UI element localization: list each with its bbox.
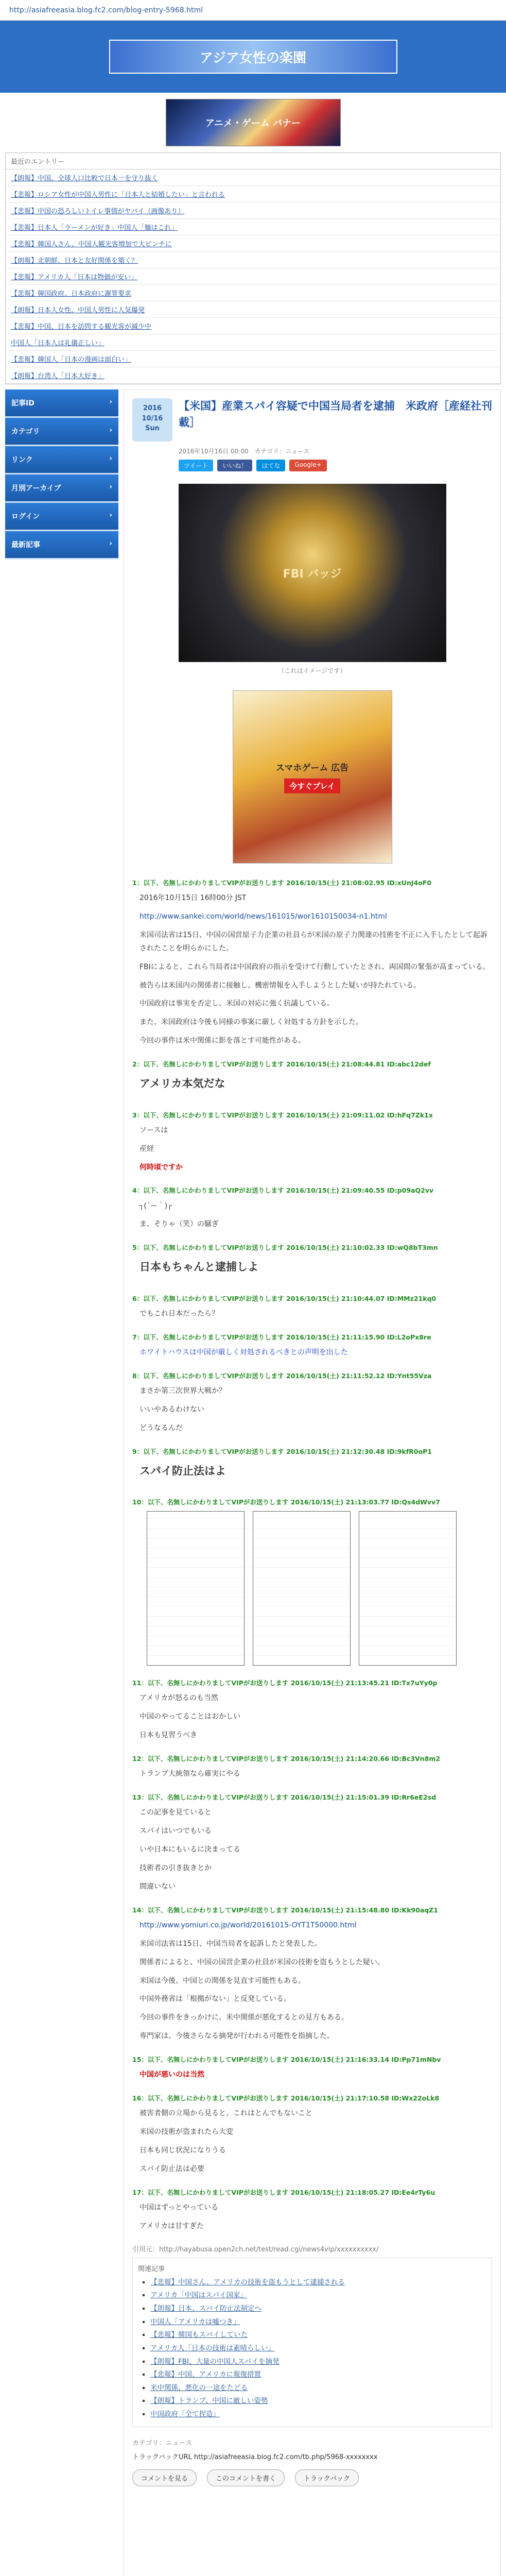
post-line: いや日本にもいるに決まってる [139, 1845, 240, 1854]
post-header-text: 3：以下、名無しにかわりましてVIPがお送りします 2016/10/15(土) 21:09:11.02 ID:hFq7Zk1x [132, 1111, 433, 1119]
top-recent-item [6, 170, 500, 186]
post-line: アメリカは甘すぎた [139, 2222, 204, 2230]
chevron-right-icon: › [109, 483, 112, 491]
post-line: 被告らは米国内の関係者に接触し、機密情報を入手しようとした疑いが持たれている。 [139, 981, 421, 990]
thread-post [132, 1677, 492, 1742]
top-recent-item [6, 334, 500, 351]
post-line: スパイ防止法は必要 [139, 2164, 204, 2173]
post-header-text: 17：以下、名無しにかわりましてVIPがお送りします 2016/10/15(土) 21:18:05.27 ID:Ee4rTy6u [132, 2188, 435, 2196]
related-item [150, 2395, 486, 2408]
thread-post [132, 2092, 492, 2176]
top-recent-item [6, 186, 500, 202]
post-line: 被害者側の立場から見ると、これはとんでもないこと [139, 2109, 312, 2118]
top-recent-link[interactable]: 【朗報】台湾人「日本大好き」 [11, 372, 105, 380]
post-line: 今回の事件は米中関係に影を落とす可能性がある。 [139, 1037, 305, 1045]
post-body [139, 2201, 492, 2233]
url-text: http://asiafreeasia.blog.fc2.com/blog-entry-5968.html [9, 6, 203, 14]
comment-button[interactable]: このコメントを書く [207, 2469, 285, 2486]
top-recent-link[interactable]: 【朗報】北朝鮮、日本と友好関係を築く？ [11, 257, 138, 265]
comment-buttons [132, 2469, 492, 2486]
top-recent-link[interactable]: 【悲報】韓国政府、日本政府に謝罪要求 [11, 290, 132, 298]
manga-panel [359, 1511, 457, 1666]
chevron-right-icon: › [109, 511, 112, 519]
social-button[interactable]: ツイート [179, 460, 213, 471]
post-header [132, 1058, 492, 1070]
post-body [139, 1919, 492, 2043]
article-title-row [132, 398, 492, 442]
sidebar-item-label: 最新記事 [11, 541, 40, 549]
post-header [132, 2092, 492, 2104]
thread-post [132, 1370, 492, 1435]
post-line: 中国外務省は「根拠がない」と反発している。 [139, 1995, 291, 2004]
post-header-text: 12：以下、名無しにかわりましてVIPがお送りします 2016/10/15(土) 21:14:20.66 ID:Bc3Vn8m2 [132, 1755, 441, 1763]
post-big-text: スパイ防止法はよ [139, 1464, 226, 1477]
related-item [150, 2368, 486, 2382]
sidebar [5, 389, 118, 2576]
date-box: 2016 10/16 Sun [132, 398, 172, 442]
sidebar-item[interactable] [5, 418, 118, 446]
related-heading: 関連記事 [138, 2265, 165, 2273]
chevron-right-icon: › [109, 539, 112, 548]
article-title[interactable]: 【米国】産業スパイ容疑で中国当局者を逮捕 米政府［産経社刊載］ [179, 400, 492, 429]
post-header [132, 1184, 492, 1196]
site-header [0, 21, 506, 93]
related-item [150, 2408, 486, 2421]
post-header-text: 1：以下、名無しにかわりましてVIPがお送りします 2016/10/15(土) 21:08:02.95 ID:xUnJ4oF0 [132, 879, 432, 887]
sidebar-item[interactable] [5, 474, 118, 503]
post-big-text: 日本もちゃんと逮捕しよ [139, 1261, 258, 1274]
top-recent-item [6, 285, 500, 301]
top-recent-link[interactable]: 【悲報】アメリカ人「日本は物価が安い」 [11, 274, 138, 281]
sidebar-item-label: ログイン [11, 513, 40, 521]
related-item [150, 2316, 486, 2329]
post-body [139, 1461, 492, 1486]
post-header-text: 11：以下、名無しにかわりましてVIPがお送りします 2016/10/15(土) 21:13:45.21 ID:Tx7uYy0p [132, 1679, 438, 1687]
social-buttons [179, 460, 492, 471]
top-recent-item [6, 318, 500, 334]
post-header-text: 7：以下、名無しにかわりましてVIPがお送りします 2016/10/15(土) 21:11:15.90 ID:L2oPx8re [132, 1333, 431, 1341]
related-box [132, 2258, 492, 2427]
post-header-text: 4：以下、名無しにかわりましてVIPがお送りします 2016/10/15(土) 21:09:40.55 ID:p09aQ2vv [132, 1187, 434, 1195]
top-recent-link[interactable]: 【朗報】日本人女性、中国人男性に人気爆発 [11, 307, 145, 314]
post-line: 中国はずっとやっている [139, 2203, 219, 2212]
social-button[interactable]: いいね！ [217, 460, 252, 471]
chevron-right-icon: › [109, 398, 112, 406]
post-body [139, 1806, 492, 1893]
related-list [138, 2276, 486, 2421]
top-recent-list [6, 170, 500, 384]
top-recent-heading: 最近のエントリー [6, 153, 500, 170]
post-header-text: 15：以下、名無しにかわりましてVIPがお送りします 2016/10/15(土) 21:16:33.14 ID:Pp71mNbv [132, 2056, 441, 2064]
thread-post [132, 2187, 492, 2233]
top-recent-item [6, 202, 500, 219]
related-link[interactable]: 中国人「アメリカは嘘つき」 [150, 2317, 240, 2326]
post-header-text: 10：以下、名無しにかわりましてVIPがお送りします 2016/10/15(土) 21:13:03.77 ID:Qs4dWvv7 [132, 1498, 440, 1506]
post-line: 専門家は、今後さらなる摘発が行われる可能性を指摘した。 [139, 2032, 334, 2041]
top-recent-link[interactable]: 【悲報】ロシア女性が中国人男性に「日本人と結婚したい」と言われる [11, 191, 225, 199]
post-header-text: 2：以下、名無しにかわりましてVIPがお送りします 2016/10/15(土) 21:08:44.81 ID:abc12def [132, 1060, 431, 1069]
manga-image [147, 1511, 492, 1666]
related-link[interactable]: 【朗報】FBI、大量の中国人スパイを摘発 [150, 2357, 280, 2366]
post-line: 日本も同じ状況になりうる [139, 2146, 226, 2155]
related-link[interactable]: 【朗報】日本、スパイ防止法制定へ [150, 2304, 261, 2313]
post-line: スパイはいつでもいる [139, 1827, 212, 1836]
post-header-text: 16：以下、名無しにかわりましてVIPがお送りします 2016/10/15(土) 21:17:10.58 ID:Wx22oLk8 [132, 2094, 440, 2103]
top-recent-link[interactable]: 【朗報】中国、全球人口比較で日本一を守り抜く [11, 175, 159, 182]
related-link[interactable]: 中国政府「全て捏造」 [150, 2410, 220, 2419]
top-recent-link[interactable]: 【悲報】韓国人さん、中国人観光客増加で大ピンチに [11, 241, 172, 248]
thread-post [132, 1242, 492, 1282]
social-button[interactable]: はてな [256, 460, 285, 471]
post-line: ま、そりゃ（笑）の騒ぎ [139, 1220, 219, 1229]
related-link[interactable]: 米中関係、悪化の一途をたどる [150, 2383, 248, 2392]
thread-post [132, 1904, 492, 2043]
post-header-text: 13：以下、名無しにかわりましてVIPがお送りします 2016/10/15(土) 21:15:01.39 ID:Rr6eE2sd [132, 1793, 437, 1802]
thread-post [132, 2054, 492, 2082]
ad-text: スマホゲーム 広告 [275, 763, 349, 773]
post-body [139, 1768, 492, 1781]
thread-post [132, 1496, 492, 1666]
post-line: 米国司法省は15日、中国当局者を起訴したと発表した。 [139, 1939, 322, 1948]
content-wrap [5, 389, 501, 2576]
top-recent-item [6, 268, 500, 285]
url-bar[interactable] [0, 0, 506, 21]
top-recent-item [6, 252, 500, 268]
sidebar-item[interactable] [5, 531, 118, 560]
post-body [139, 1073, 492, 1098]
post-header [132, 1109, 492, 1121]
top-recent-item [6, 367, 500, 384]
top-recent-link[interactable]: 【悲報】韓国人「日本の漫画は面白い」 [11, 356, 132, 364]
sidebar-item[interactable] [5, 389, 118, 418]
post-header [132, 1791, 492, 1803]
thread-post [132, 1791, 492, 1894]
chevron-right-icon: › [109, 454, 112, 463]
thread-post [132, 1184, 492, 1231]
post-line: トランプ大統領なら確実にやる [139, 1770, 240, 1778]
post-header [132, 1753, 492, 1765]
category-line: カテゴリ：ニュース [132, 2439, 192, 2447]
related-item [150, 2355, 486, 2369]
sidebar-item[interactable] [5, 503, 118, 531]
article-photo [179, 484, 446, 662]
related-link[interactable]: 【悲報】中国さん、アメリカの技術を盗もうとして逮捕される [150, 2278, 345, 2286]
header-banner[interactable] [166, 99, 341, 146]
top-recent-item [6, 301, 500, 318]
post-header-text: 5：以下、名無しにかわりましてVIPがお送りします 2016/10/15(土) 21:10:02.33 ID:wQ8bT3mn [132, 1244, 438, 1252]
thread-post [132, 877, 492, 1048]
post-line: 産経 [139, 1144, 154, 1153]
site-title: アジア女性の楽園 [200, 50, 306, 66]
related-link[interactable]: 【悲報】中国、アメリカに報復措置 [150, 2370, 261, 2379]
post-line: この記事を見ていると [139, 1808, 212, 1817]
related-link[interactable]: アメリカ「中国はスパイ国家」 [150, 2291, 248, 2300]
post-red-text: 何時頃ですか [139, 1163, 183, 1172]
related-item [150, 2382, 486, 2395]
post-body [139, 1124, 492, 1175]
post-line: まさか第三次世界大戦か？ [139, 1387, 226, 1396]
post-body [139, 2107, 492, 2176]
related-item [150, 2276, 486, 2290]
related-link[interactable]: 【悲報】韓国もスパイしていた [150, 2331, 248, 2340]
related-item [150, 2329, 486, 2342]
thread-post [132, 1293, 492, 1321]
post-line: 技術者の引き抜きとか [139, 1863, 212, 1872]
post-line[interactable]: http://www.yomiuri.co.jp/world/20161015-OYT1T50000.html [139, 1921, 357, 1929]
post-line: ┐(´ー｀)┌ [139, 1201, 172, 1210]
thread-post [132, 1058, 492, 1099]
post-header-text: 9：以下、名無しにかわりましてVIPがお送りします 2016/10/15(土) 21:12:30.48 ID:9kfR0oP1 [132, 1447, 432, 1455]
comment-button[interactable]: トラックバック [295, 2469, 359, 2486]
sidebar-item-label: 記事ID [11, 399, 34, 408]
post-header-text: 14：以下、名無しにかわりましてVIPがお送りします 2016/10/15(土) 21:15:48.80 ID:Kk90aqZ1 [132, 1906, 438, 1914]
thread-posts [132, 877, 492, 2233]
post-line[interactable]: http://www.sankei.com/world/news/161015/wor1610150034-n1.html [139, 912, 387, 921]
thread-post [132, 1109, 492, 1175]
post-line: いいやあるわけない [139, 1405, 204, 1414]
banner-label: アニメ・ゲーム バナー [205, 118, 301, 129]
post-header [132, 1242, 492, 1253]
ad-badge[interactable]: 今すぐプレイ [284, 778, 340, 793]
post-header [132, 1904, 492, 1916]
post-header [132, 1293, 492, 1304]
site-logo[interactable] [109, 40, 397, 74]
post-header [132, 1446, 492, 1458]
article-meta: 2016年10月16日 00:00 カテゴリ：ニュース [179, 448, 310, 455]
related-item [150, 2342, 486, 2355]
photo-caption: （これはイメージです） [278, 667, 346, 674]
post-header [132, 1331, 492, 1343]
trackback-url[interactable]: トラックバックURL http://asiafreeasia.blog.fc2.com/tb.php/5968-xxxxxxxx [132, 2453, 378, 2461]
post-line: 関係者によると、中国の国営企業の社員が米国の技術を盗もうとした疑い。 [139, 1958, 385, 1967]
post-body [139, 2069, 492, 2082]
post-body [139, 1308, 492, 1321]
related-link[interactable]: 【朗報】トランプ、中国に厳しい姿勢 [150, 2397, 268, 2405]
top-recent-box [5, 152, 501, 384]
post-line: 中国政府は事実を否定し、米国の対応に強く抗議している。 [139, 999, 334, 1008]
comment-button[interactable]: コメントを見る [132, 2469, 197, 2486]
post-line: 2016年10月15日 16時00分 JST [139, 894, 247, 903]
top-recent-item [6, 219, 500, 235]
post-header-text: 8：以下、名無しにかわりましてVIPがお送りします 2016/10/15(土) 21:11:52.12 ID:Ynt55Vza [132, 1371, 432, 1380]
photo-alt: FBI バッジ [283, 567, 342, 581]
thread-post [132, 1331, 492, 1360]
related-item [150, 2302, 486, 2316]
post-line: でもこれ日本だったら？ [139, 1310, 219, 1318]
post-header-text: 6：以下、名無しにかわりましてVIPがお送りします 2016/10/15(土) 21:10:44.07 ID:MMz21kq0 [132, 1294, 437, 1302]
thread-post [132, 1446, 492, 1486]
post-red-text: 中国が悪いのは当然 [139, 2071, 204, 2079]
thread-post [132, 1753, 492, 1781]
post-body [139, 1200, 492, 1232]
post-big-text: アメリカ本気だな [139, 1077, 225, 1090]
chevron-right-icon: › [109, 426, 112, 434]
ad-banner[interactable] [233, 690, 392, 863]
post-header [132, 877, 492, 889]
top-recent-item [6, 351, 500, 367]
post-body [139, 1257, 492, 1282]
sidebar-item-label: カテゴリ [11, 428, 40, 436]
post-line: 日本も見習うべき [139, 1731, 197, 1740]
post-header [132, 2187, 492, 2198]
post-blue-text: ホワイトハウスは中国が厳しく対処されるべきとの声明を出した [139, 1348, 348, 1357]
social-button[interactable]: Google+ [289, 460, 326, 471]
post-line: どうなるんだ [139, 1423, 183, 1432]
post-body [139, 1692, 492, 1742]
post-header [132, 1370, 492, 1382]
post-line: 間違いない [139, 1882, 176, 1891]
top-recent-link[interactable]: 中国人「日本人は礼儀正しい」 [11, 340, 105, 347]
source-link[interactable]: 引用元：http://hayabusa.open2ch.net/test/read.cgi/news4vip/xxxxxxxxxx/ [132, 2245, 379, 2253]
post-line: アメリカが怒るのも当然 [139, 1694, 219, 1703]
post-line: 米国は今後、中国との関係を見直す可能性もある。 [139, 1976, 305, 1985]
top-recent-item [6, 235, 500, 252]
sidebar-item-label: リンク [11, 456, 33, 464]
post-line: 今回の事件をきっかけに、米中関係が悪化するとの見方もある。 [139, 2013, 348, 2022]
post-body [139, 1346, 492, 1360]
post-header [132, 2054, 492, 2065]
post-line: 中国のやってることはおかしい [139, 1713, 240, 1721]
top-recent-link[interactable]: 【悲報】中国の恐ろしいトイレ事情がヤバイ（画像あり） [11, 208, 185, 215]
post-header [132, 1677, 492, 1689]
related-link[interactable]: アメリカ人「日本の技術は素晴らしい」 [150, 2344, 275, 2352]
post-line: FBIによると、これら当局者は中国政府の指示を受けて行動していたとされ、両国間の緊張が高まっている。 [139, 962, 490, 971]
top-recent-link[interactable]: 【悲報】日本人「ラーメンが好き」中国人「麺はこれ」 [11, 224, 178, 232]
post-line: 米国司法省は15日、中国の国営原子力企業の社員らが米国の原子力関連の技術を不正に入手したとして起訴されたことを明らかにした。 [139, 930, 487, 953]
post-line: また、米国政府は今後も同様の事案に厳しく対処する方針を示した。 [139, 1018, 363, 1027]
manga-panel [147, 1511, 245, 1666]
post-body [139, 1385, 492, 1435]
post-header [132, 1496, 492, 1508]
top-recent-link[interactable]: 【悲報】中国、日本を訪問する観光客が減少中 [11, 323, 152, 331]
post-body [139, 892, 492, 1048]
post-body [139, 1511, 492, 1666]
sidebar-item-label: 月別アーカイブ [11, 484, 61, 493]
related-item [150, 2289, 486, 2302]
post-line: ソースは [139, 1126, 168, 1134]
sidebar-item[interactable] [5, 446, 118, 474]
article-main [124, 389, 501, 2576]
post-line: 米国の技術が盗まれたら大変 [139, 2128, 233, 2137]
manga-panel [253, 1511, 351, 1666]
